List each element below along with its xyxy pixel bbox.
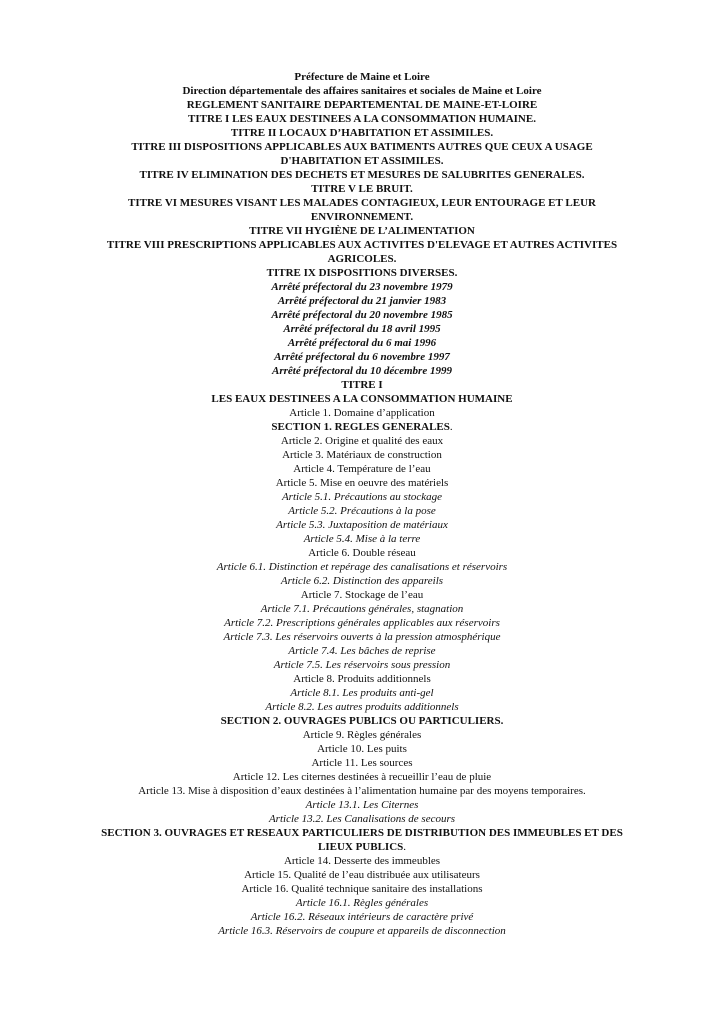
article-title: Article 13.1. Les Citernes [305, 799, 419, 811]
toc-entry [0, 812, 724, 826]
toc-entry [0, 602, 724, 616]
toc-entry [0, 784, 724, 798]
article-title: Article 7.2. Prescriptions générales applicables aux réservoirs [224, 617, 500, 629]
article-title: Article 14. Desserte des immeubles [283, 855, 441, 867]
article-title: Article 1. Domaine d’application [289, 407, 435, 419]
article-title: Article 8. Produits additionnels [293, 673, 431, 685]
direction-heading: Direction départementale des affaires sanitaires et sociales de Maine et Loire [182, 85, 542, 97]
article-title: Article 7.3. Les réservoirs ouverts à la pression atmosphérique [223, 631, 501, 643]
arrete-line: Arrêté préfectoral du 18 avril 1995 [283, 323, 441, 335]
article-title: Article 6.1. Distinction et repérage des canalisations et réservoirs [216, 561, 508, 573]
toc-entry [0, 630, 724, 644]
toc-entry [0, 728, 724, 742]
titre-line: TITRE VII HYGIÈNE DE L’ALIMENTATION [249, 225, 475, 237]
toc-entry [0, 756, 724, 770]
article-title: Article 15. Qualité de l’eau distribuée aux utilisateurs [244, 869, 480, 881]
article-title: Article 16.1. Règles générales [295, 897, 429, 909]
article-title: Article 7.5. Les réservoirs sous pression [273, 659, 451, 671]
document-page [100, 70, 624, 938]
toc-entry [0, 910, 724, 924]
article-title: Article 6.2. Distinction des appareils [280, 575, 444, 587]
article-title: Article 11. Les sources [311, 757, 413, 769]
titre-i-heading: TITRE I [341, 379, 383, 391]
toc-entry [0, 658, 724, 672]
titre-i-subheading: LES EAUX DESTINEES A LA CONSOMMATION HUMAINE [211, 393, 513, 405]
section-heading [0, 714, 724, 728]
toc-entry [0, 434, 724, 448]
toc-entry [0, 770, 724, 784]
toc-entry [0, 854, 724, 868]
section-heading [0, 420, 724, 434]
arrete-line: Arrêté préfectoral du 6 novembre 1997 [274, 351, 450, 363]
toc-entry [0, 700, 724, 714]
arrete-line: Arrêté préfectoral du 10 décembre 1999 [272, 365, 452, 377]
article-title: Article 5.3. Juxtaposition de matériaux [276, 519, 448, 531]
titre-line: TITRE II LOCAUX D’HABITATION ET ASSIMILES. [230, 127, 494, 139]
toc-entry [0, 742, 724, 756]
article-title: Article 9. Règles générales [302, 729, 422, 741]
article-title: Article 8.2. Les autres produits additionnels [265, 701, 459, 713]
toc-entry [0, 532, 724, 546]
article-title: Article 8.1. Les produits anti-gel [290, 687, 434, 699]
section-title: SECTION 2. OUVRAGES PUBLICS OU PARTICULIERS. [220, 715, 504, 727]
toc-entry [0, 672, 724, 686]
article-title: Article 5.4. Mise à la terre [303, 533, 421, 545]
section-heading [100, 826, 624, 854]
toc-entry [0, 546, 724, 560]
article-title: Article 10. Les puits [317, 743, 407, 755]
toc-entry [0, 476, 724, 490]
article-title: Article 16.2. Réseaux intérieurs de caractère privé [250, 911, 474, 923]
titre-line: TITRE I LES EAUX DESTINEES A LA CONSOMMATION HUMAINE. [188, 113, 536, 125]
toc-entry [0, 868, 724, 882]
toc-entry [0, 616, 724, 630]
toc-entry [0, 518, 724, 532]
article-title: Article 13. Mise à disposition d’eaux destinées à l’alimentation humaine par des moyens temporaires. [138, 785, 586, 797]
table-of-contents [100, 406, 624, 938]
article-title: Article 5. Mise en oeuvre des matériels [275, 477, 449, 489]
toc-entry [0, 588, 724, 602]
toc-entry [0, 504, 724, 518]
article-title: Article 3. Matériaux de construction [282, 449, 442, 461]
arrete-line: Arrêté préfectoral du 6 mai 1996 [287, 337, 437, 349]
reglement-title: REGLEMENT SANITAIRE DEPARTEMENTAL DE MAINE-ET-LOIRE [186, 99, 538, 111]
arrete-line: Arrêté préfectoral du 23 novembre 1979 [271, 281, 453, 293]
article-title: Article 7. Stockage de l’eau [300, 589, 424, 601]
toc-entry [0, 574, 724, 588]
toc-entry [0, 462, 724, 476]
titre-line: TITRE IX DISPOSITIONS DIVERSES. [266, 267, 458, 279]
section-title: SECTION 1. REGLES GENERALES [271, 421, 450, 433]
prefecture-heading: Préfecture de Maine et Loire [294, 71, 430, 83]
toc-entry [0, 490, 724, 504]
toc-entry [0, 798, 724, 812]
titre-line: TITRE VI MESURES VISANT LES MALADES CONTAGIEUX, LEUR ENTOURAGE ET LEUR ENVIRONNEMENT. [128, 197, 596, 223]
article-title: Article 12. Les citernes destinées à recueillir l’eau de pluie [232, 771, 492, 783]
section-suffix: . [449, 421, 453, 433]
toc-entry [0, 686, 724, 700]
toc-entry [0, 882, 724, 896]
toc-entry [0, 924, 724, 938]
toc-entry [0, 896, 724, 910]
article-title: Article 16. Qualité technique sanitaire des installations [241, 883, 483, 895]
toc-entry [0, 448, 724, 462]
arrete-line: Arrêté préfectoral du 21 janvier 1983 [277, 295, 447, 307]
arrete-line: Arrêté préfectoral du 20 novembre 1985 [271, 309, 453, 321]
article-title: Article 16.3. Réservoirs de coupure et appareils de disconnection [218, 925, 506, 937]
article-title: Article 7.1. Précautions générales, stagnation [260, 603, 464, 615]
titre-line: TITRE V LE BRUIT. [311, 183, 413, 195]
section-title: SECTION 3. OUVRAGES ET RESEAUX PARTICULIERS DE DISTRIBUTION DES IMMEUBLES ET DES LIEUX PUBLICS [101, 827, 623, 853]
titre-line: TITRE III DISPOSITIONS APPLICABLES AUX BATIMENTS AUTRES QUE CEUX A USAGE D'HABITATION ET ASSIMILES. [131, 141, 593, 167]
section-suffix: . [403, 841, 407, 853]
titre-line: TITRE VIII PRESCRIPTIONS APPLICABLES AUX ACTIVITES D'ELEVAGE ET AUTRES ACTIVITES AGRICOLES. [106, 239, 618, 265]
article-title: Article 4. Température de l’eau [293, 463, 431, 475]
toc-entry [0, 560, 724, 574]
article-title: Article 13.2. Les Canalisations de secours [268, 813, 456, 825]
article-title: Article 2. Origine et qualité des eaux [280, 435, 444, 447]
article-title: Article 5.1. Précautions au stockage [281, 491, 443, 503]
article-title: Article 7.4. Les bâches de reprise [288, 645, 436, 657]
article-title: Article 5.2. Précautions à la pose [288, 505, 436, 517]
titre-line: TITRE IV ELIMINATION DES DECHETS ET MESURES DE SALUBRITES GENERALES. [139, 169, 585, 181]
toc-entry [0, 406, 724, 420]
toc-entry [0, 644, 724, 658]
article-title: Article 6. Double réseau [308, 547, 416, 559]
